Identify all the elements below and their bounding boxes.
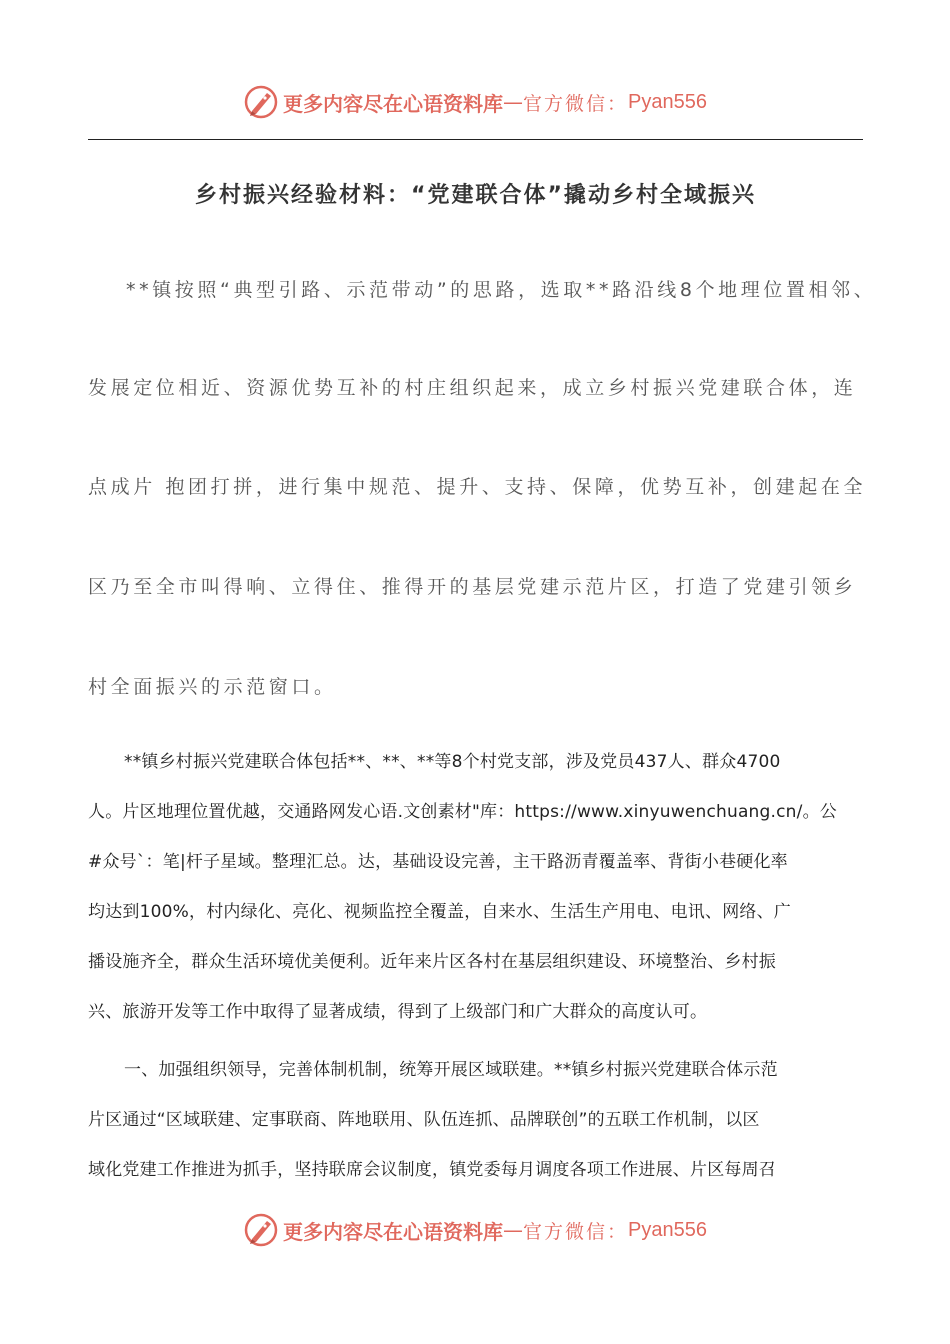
paragraph2-line: 人。片区地理位置优越，交通路网发心语.文创素材"库：https://www.xinyuwenchuang.cn/。公 bbox=[88, 802, 837, 822]
paragraph1-line: 区乃至全市叫得响、立得住、推得开的基层党建示范片区，打造了党建引领乡 bbox=[88, 576, 857, 598]
paragraph3-line: 一、加强组织领导，完善体制机制，统筹开展区域联建。**镇乡村振兴党建联合体示范 bbox=[124, 1060, 778, 1080]
paragraph1-line: 村全面振兴的示范窗口。 bbox=[88, 676, 337, 698]
header-divider bbox=[88, 139, 863, 140]
paragraph1-line: 发展定位相近、资源优势互补的村庄组织起来，成立乡村振兴党建联合体，连 bbox=[88, 377, 857, 399]
paragraph2-line: #众号`：笔|杆子星域。整理汇总。达，基础设设完善，主干路沥青覆盖率、背街小巷硬化率 bbox=[88, 852, 788, 872]
paragraph2-line: 兴、旅游开发等工作中取得了显著成绩，得到了上级部门和广大群众的高度认可。 bbox=[88, 1002, 708, 1022]
pen-logo-icon bbox=[243, 1212, 279, 1248]
header-separator: — bbox=[503, 90, 523, 114]
paragraph2-line: **镇乡村振兴党建联合体包括**、**、**等8个村党支部，涉及党员437人、群众4700 bbox=[124, 752, 781, 772]
pen-logo-icon bbox=[243, 84, 279, 120]
footer-wechat-id: Pyan556 bbox=[628, 1218, 707, 1241]
footer-wechat-label: 官方微信： bbox=[523, 1220, 629, 1243]
paragraph2-line: 均达到100%，村内绿化、亮化、视频监控全覆盖，自来水、生活生产用电、电讯、网络、广 bbox=[88, 902, 791, 922]
header-brand-text: 更多内容尽在心语资料库 bbox=[283, 91, 503, 116]
header-banner bbox=[0, 82, 950, 122]
header-wechat-id: Pyan556 bbox=[628, 90, 707, 113]
paragraph1-line: **镇按照“典型引路、示范带动”的思路，选取**路沿线8个地理位置相邻、 bbox=[126, 279, 877, 301]
paragraph1-line: 点成片 抱团打拼，进行集中规范、提升、支持、保障，优势互补，创建起在全 bbox=[88, 476, 867, 498]
footer-brand-text: 更多内容尽在心语资料库 bbox=[283, 1219, 503, 1244]
footer-separator: — bbox=[503, 1218, 523, 1242]
document-title: 乡村振兴经验材料：“党建联合体”撬动乡村全域振兴 bbox=[195, 183, 756, 208]
header-wechat-label: 官方微信： bbox=[523, 92, 629, 115]
paragraph3-line: 片区通过“区域联建、定事联商、阵地联用、队伍连抓、品牌联创”的五联工作机制，以区 bbox=[88, 1110, 760, 1130]
paragraph2-line: 播设施齐全，群众生活环境优美便利。近年来片区各村在基层组织建设、环境整治、乡村振 bbox=[88, 952, 776, 972]
footer-banner bbox=[0, 1210, 950, 1250]
paragraph3-line: 域化党建工作推进为抓手，坚持联席会议制度，镇党委每月调度各项工作进展、片区每周召 bbox=[88, 1160, 776, 1180]
